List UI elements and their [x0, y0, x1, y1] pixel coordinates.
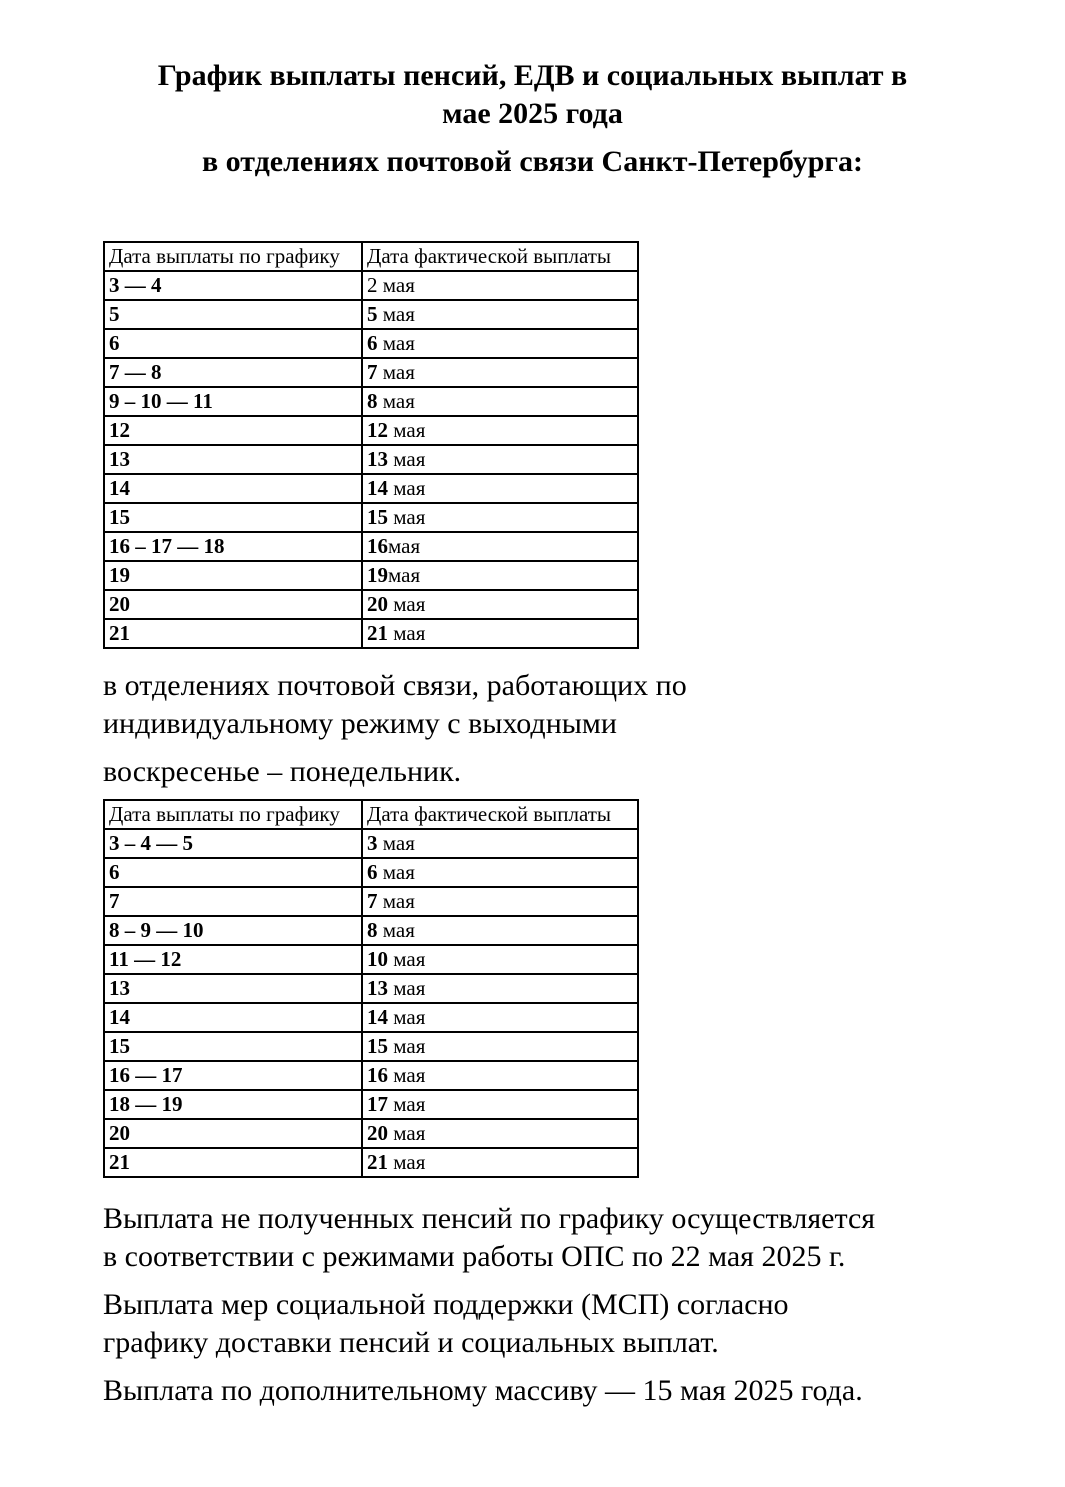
actual-date-cell [362, 329, 638, 358]
note-paragraph-2 [103, 753, 1065, 791]
actual-month: мая [388, 563, 421, 587]
actual-month: мая [388, 947, 426, 971]
scheduled-date-cell: 15 [104, 1032, 362, 1061]
table-row [104, 829, 638, 858]
actual-day: 14 [367, 1005, 388, 1029]
actual-month: мая [377, 860, 415, 884]
table-row [104, 1061, 638, 1090]
actual-date-cell [362, 561, 638, 590]
payment-schedule-table-individual [103, 799, 639, 1178]
actual-date-cell [362, 532, 638, 561]
actual-month: мая [388, 621, 426, 645]
table-row [104, 416, 638, 445]
scheduled-date-cell: 12 [104, 416, 362, 445]
actual-day: 3 [367, 831, 378, 855]
table-row [104, 271, 638, 300]
text-line: графику доставки пенсий и социальных выплат. [103, 1326, 719, 1359]
actual-date-cell [362, 829, 638, 858]
actual-month: мая [388, 1092, 426, 1116]
actual-day: 21 [367, 621, 388, 645]
title-paragraph-main [53, 57, 1013, 133]
table-header-row [104, 242, 638, 271]
actual-day: 10 [367, 947, 388, 971]
actual-date-cell [362, 590, 638, 619]
actual-month: мая [388, 976, 426, 1000]
table-row [104, 1148, 638, 1177]
actual-day: 15 [367, 1034, 388, 1058]
scheduled-date-cell: 14 [104, 474, 362, 503]
actual-month: мая [377, 889, 415, 913]
actual-date-cell [362, 271, 638, 300]
actual-day: 7 [367, 889, 378, 913]
text-line: Выплата мер социальной поддержки (МСП) согласно [103, 1288, 789, 1321]
scheduled-date-cell: 16 — 17 [104, 1061, 362, 1090]
table-row [104, 329, 638, 358]
table-row [104, 1090, 638, 1119]
actual-day: 13 [367, 976, 388, 1000]
scheduled-date-cell: 3 — 4 [104, 271, 362, 300]
footer-paragraph-unreceived [103, 1200, 1065, 1276]
note-paragraph-1 [103, 667, 1065, 743]
actual-date-cell [362, 387, 638, 416]
scheduled-date-cell: 7 [104, 887, 362, 916]
actual-day: 2 [367, 273, 378, 297]
actual-day: 16 [367, 1063, 388, 1087]
table-row [104, 561, 638, 590]
scheduled-date-cell: 19 [104, 561, 362, 590]
actual-month: мая [388, 476, 426, 500]
actual-date-cell [362, 1119, 638, 1148]
footer-paragraph-msp [103, 1286, 1065, 1362]
individual-mode-note [103, 667, 1065, 791]
actual-date-cell [362, 416, 638, 445]
scheduled-date-cell: 3 – 4 — 5 [104, 829, 362, 858]
actual-day: 19 [367, 563, 388, 587]
actual-date-cell [362, 1003, 638, 1032]
scheduled-date-cell: 13 [104, 445, 362, 474]
table-row [104, 300, 638, 329]
actual-month: мая [388, 1063, 426, 1087]
scheduled-date-cell: 8 – 9 — 10 [104, 916, 362, 945]
actual-month: мая [377, 831, 415, 855]
scheduled-date-cell: 20 [104, 1119, 362, 1148]
actual-month: мая [388, 1005, 426, 1029]
actual-day: 16 [367, 534, 388, 558]
actual-day: 15 [367, 505, 388, 529]
text-line: воскресенье – понедельник. [103, 755, 462, 788]
actual-day: 13 [367, 447, 388, 471]
actual-date-cell [362, 503, 638, 532]
actual-day: 8 [367, 918, 378, 942]
scheduled-date-cell: 13 [104, 974, 362, 1003]
scheduled-date-cell: 16 – 17 — 18 [104, 532, 362, 561]
text-line: в отделениях почтовой связи Санкт-Петербурга: [201, 145, 864, 178]
table-row [104, 503, 638, 532]
scheduled-date-cell: 21 [104, 619, 362, 648]
text-line: Выплата не полученных пенсий по графику осуществляется [103, 1202, 876, 1235]
actual-day: 17 [367, 1092, 388, 1116]
actual-date-cell [362, 474, 638, 503]
actual-date-cell [362, 916, 638, 945]
document-title [53, 0, 1013, 181]
actual-month: мая [377, 302, 415, 326]
actual-month: мая [377, 273, 415, 297]
table-row [104, 619, 638, 648]
actual-month: мая [388, 505, 426, 529]
actual-month: мая [377, 389, 415, 413]
text-line: индивидуальному режиму с выходными [103, 707, 617, 740]
text-line: График выплаты пенсий, ЕДВ и социальных выплат в [157, 59, 908, 92]
scheduled-date-cell: 7 — 8 [104, 358, 362, 387]
scheduled-date-cell: 6 [104, 858, 362, 887]
actual-month: мая [388, 1034, 426, 1058]
text-line: в соответствии с режимами работы ОПС по 22 мая 2025 г. [103, 1240, 846, 1273]
footer-paragraph-additional [103, 1372, 1065, 1410]
scheduled-date-header: Дата выплаты по графику [104, 242, 362, 271]
actual-month: мая [377, 331, 415, 355]
actual-day: 6 [367, 331, 378, 355]
actual-day: 14 [367, 476, 388, 500]
table-row [104, 974, 638, 1003]
actual-day: 8 [367, 389, 378, 413]
scheduled-date-header: Дата выплаты по графику [104, 800, 362, 829]
actual-day: 12 [367, 418, 388, 442]
text-line: мае 2025 года [442, 97, 623, 130]
actual-month: мая [377, 918, 415, 942]
scheduled-date-cell: 21 [104, 1148, 362, 1177]
actual-day: 5 [367, 302, 378, 326]
scheduled-date-cell: 14 [104, 1003, 362, 1032]
actual-day: 7 [367, 360, 378, 384]
actual-day: 20 [367, 1121, 388, 1145]
actual-day: 20 [367, 592, 388, 616]
scheduled-date-cell: 5 [104, 300, 362, 329]
actual-month: мая [388, 592, 426, 616]
actual-date-header: Дата фактической выплаты [362, 242, 638, 271]
actual-day: 6 [367, 860, 378, 884]
scheduled-date-cell: 11 — 12 [104, 945, 362, 974]
table-row [104, 916, 638, 945]
actual-date-cell [362, 858, 638, 887]
table-row [104, 945, 638, 974]
actual-date-cell [362, 945, 638, 974]
scheduled-date-cell: 20 [104, 590, 362, 619]
actual-date-cell [362, 619, 638, 648]
table-row [104, 474, 638, 503]
table-row [104, 358, 638, 387]
title-paragraph-location [53, 143, 1013, 181]
table-row [104, 387, 638, 416]
actual-date-cell [362, 358, 638, 387]
scheduled-date-cell: 9 – 10 — 11 [104, 387, 362, 416]
actual-month: мая [388, 534, 421, 558]
scheduled-date-cell: 18 — 19 [104, 1090, 362, 1119]
actual-date-cell [362, 300, 638, 329]
actual-month: мая [388, 1150, 426, 1174]
footer-notes [103, 1200, 1065, 1410]
table-header-row [104, 800, 638, 829]
actual-date-cell [362, 887, 638, 916]
actual-day: 21 [367, 1150, 388, 1174]
actual-date-cell [362, 1061, 638, 1090]
actual-month: мая [388, 1121, 426, 1145]
actual-date-header: Дата фактической выплаты [362, 800, 638, 829]
table-row [104, 858, 638, 887]
actual-month: мая [388, 447, 426, 471]
actual-date-cell [362, 1148, 638, 1177]
scheduled-date-cell: 6 [104, 329, 362, 358]
table-row [104, 1003, 638, 1032]
table-row [104, 590, 638, 619]
table-row [104, 887, 638, 916]
actual-date-cell [362, 1032, 638, 1061]
actual-date-cell [362, 974, 638, 1003]
actual-month: мая [388, 418, 426, 442]
actual-date-cell [362, 1090, 638, 1119]
table-row [104, 1032, 638, 1061]
table-row [104, 1119, 638, 1148]
text-line: в отделениях почтовой связи, работающих по [103, 669, 687, 702]
table-row [104, 445, 638, 474]
text-line: Выплата по дополнительному массиву — 15 мая 2025 года. [103, 1374, 863, 1407]
payment-schedule-table-main [103, 241, 639, 649]
table-row [104, 532, 638, 561]
scheduled-date-cell: 15 [104, 503, 362, 532]
actual-month: мая [377, 360, 415, 384]
actual-date-cell [362, 445, 638, 474]
